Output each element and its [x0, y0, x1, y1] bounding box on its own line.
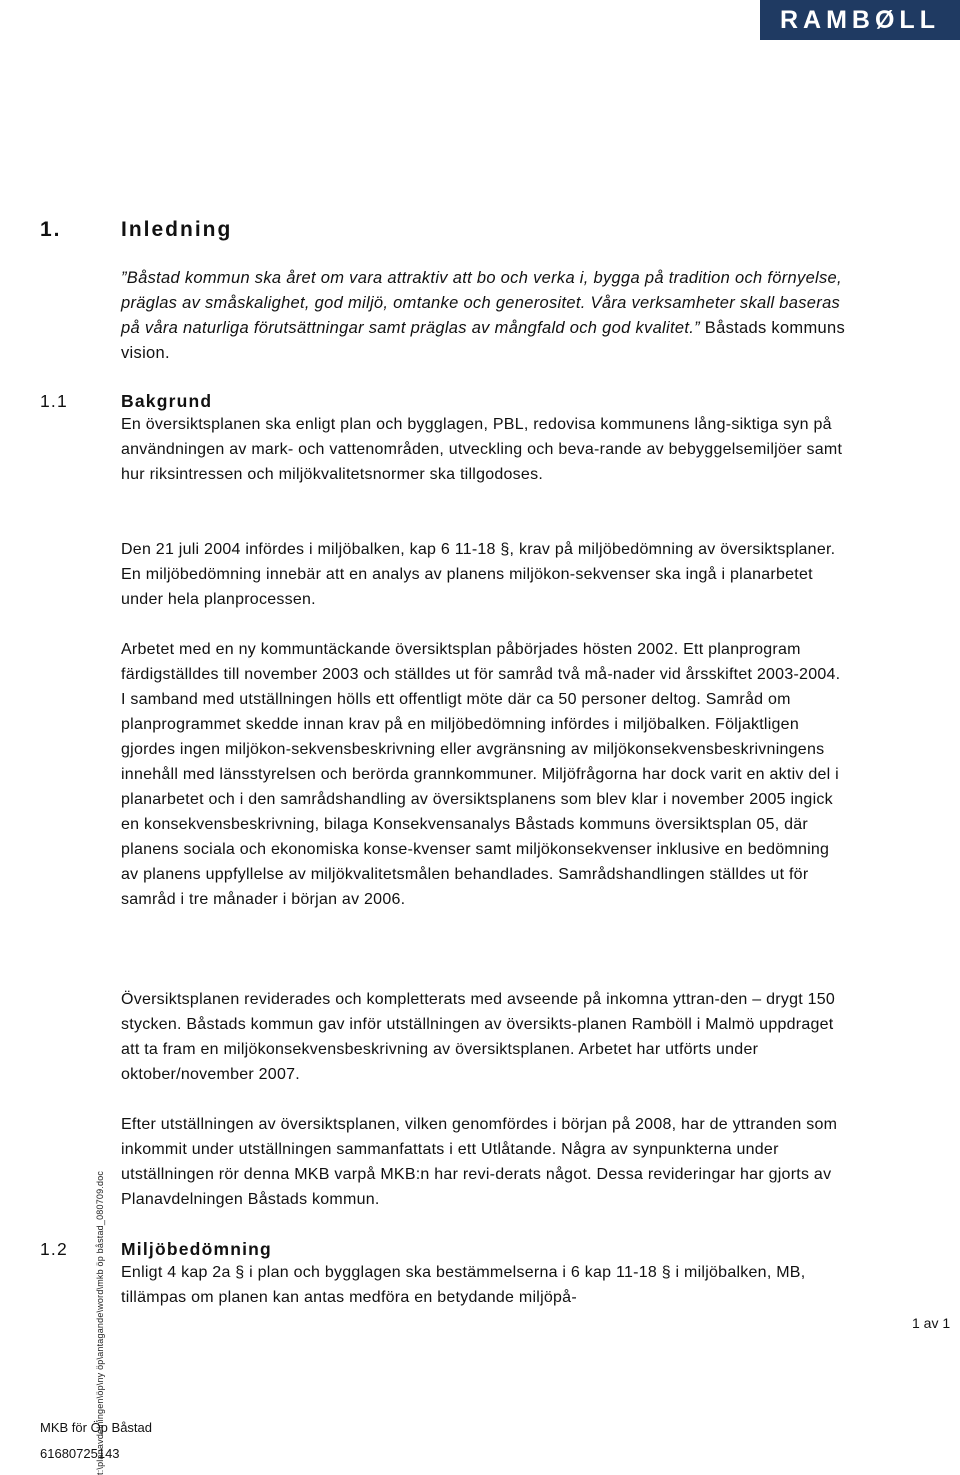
- vision-source: Båstads kommuns vision.: [121, 319, 846, 362]
- section-heading-bakgrund: [40, 391, 212, 412]
- paragraph-bakgrund-5: Efter utställningen av översiktsplanen, vilken genomfördes i början på 2008, har de yttranden som inkommit under utställningen sammanfattats i ett Utlåtande. Några av synpunkterna under utställningen rör denna MKB varpå MKB:n har revi-derats något. Dessa revideringar har gjorts av Planavdelningen Båstads kommun.: [121, 1116, 838, 1208]
- paragraph-miljobedomning: Enligt 4 kap 2a § i plan och bygglagen ska bestämmelserna i 6 kap 11-18 § i miljöbalken, MB, tillämpas om planen kan antas medföra en betydande miljöpå-: [121, 1264, 806, 1306]
- paragraph-bakgrund-4: Översiktsplanen reviderades och kompletterats med avseende på inkomna yttran-den – drygt 150 stycken. Båstads kommun gav inför utställningen av översikts-planen Ramböll i Malmö uppdraget att ta fram en miljökonsekvensbeskrivning av översiktsplanen. Arbetet har utförts under oktober/november 2007.: [121, 991, 836, 1083]
- ramboll-logo: [760, 0, 960, 40]
- section-number: 1.1: [40, 391, 68, 411]
- vision-quote-text: ”Båstad kommun ska året om vara attraktiv att bo och verka i, bygga på tradition och förnyelse, präglas av småskalighet, god miljö, omtanke och generositet. Våra verksamheter skall baseras på våra naturliga förutsättningar samt präglas av mångfald och god kvalitet.”: [121, 269, 842, 337]
- file-path-margin: t:\planavdelningen\öp\ny öp\antagande\word\mkb öp båstad_080709.doc: [95, 1170, 105, 1475]
- logo-text: RAMBØLL: [780, 5, 940, 34]
- chapter-heading: [40, 218, 232, 242]
- footer-project-number: 61680725143: [40, 1446, 120, 1461]
- section-heading-miljobedomning: [40, 1239, 272, 1260]
- section-title: Miljöbedömning: [121, 1239, 272, 1259]
- paragraph-bakgrund-1: En översiktsplanen ska enligt plan och bygglagen, PBL, redovisa kommunens lång-siktiga syn på användningen av mark- och vattenområden, utveckling och beva-rande av bebyggelsemiljöer samt hur riksintressen och miljökvalitetsnormer ska tillgodoses.: [121, 416, 843, 483]
- footer-document-title: MKB för Öp Båstad: [40, 1420, 152, 1435]
- page-number: 1 av 1: [912, 1315, 951, 1331]
- vision-quote: [121, 266, 851, 366]
- chapter-title: Inledning: [121, 218, 233, 241]
- section-title: Bakgrund: [121, 391, 213, 411]
- chapter-number: 1.: [40, 218, 62, 241]
- section-number: 1.2: [40, 1239, 68, 1259]
- paragraph-bakgrund-3: Arbetet med en ny kommuntäckande översiktsplan påbörjades hösten 2002. Ett planprogram färdigställdes till november 2003 och ställdes ut för samråd två må-nader vid årsskiftet 2003-2004. I samband med utställningen hölls ett offentligt möte där ca 50 personer deltog. Samråd om planprogrammet skedde innan krav på en miljöbedömning infördes i miljöbalken. Följaktligen gjordes ingen miljökon-sekvensbeskrivning eller avgränsning av miljökonsekvensbeskrivningens innehåll med länsstyrelsen och berörda grannkommuner. Miljöfrågorna har dock varit en aktiv del i planarbetet och i den samrådshandling av översiktsplanens som blev klar i november 2005 ingick en konsekvensbeskrivning, bilaga Konsekvensanalys Båstads kommuns översiktsplan 05, där planens sociala och ekonomiska konse-kvenser samt miljökonsekvenser inklusive en bedömning av planens uppfyllelse av miljökvalitetsmålen behandlades. Samrådshandlingen ställdes ut för samråd i tre månader i början av 2006.: [121, 641, 841, 908]
- paragraph-bakgrund-2: Den 21 juli 2004 infördes i miljöbalken, kap 6 11-18 §, krav på miljöbedömning av översiktsplaner. En miljöbedömning innebär att en analys av planens miljökon-sekvenser ska ingå i planarbetet under hela planprocessen.: [121, 541, 836, 608]
